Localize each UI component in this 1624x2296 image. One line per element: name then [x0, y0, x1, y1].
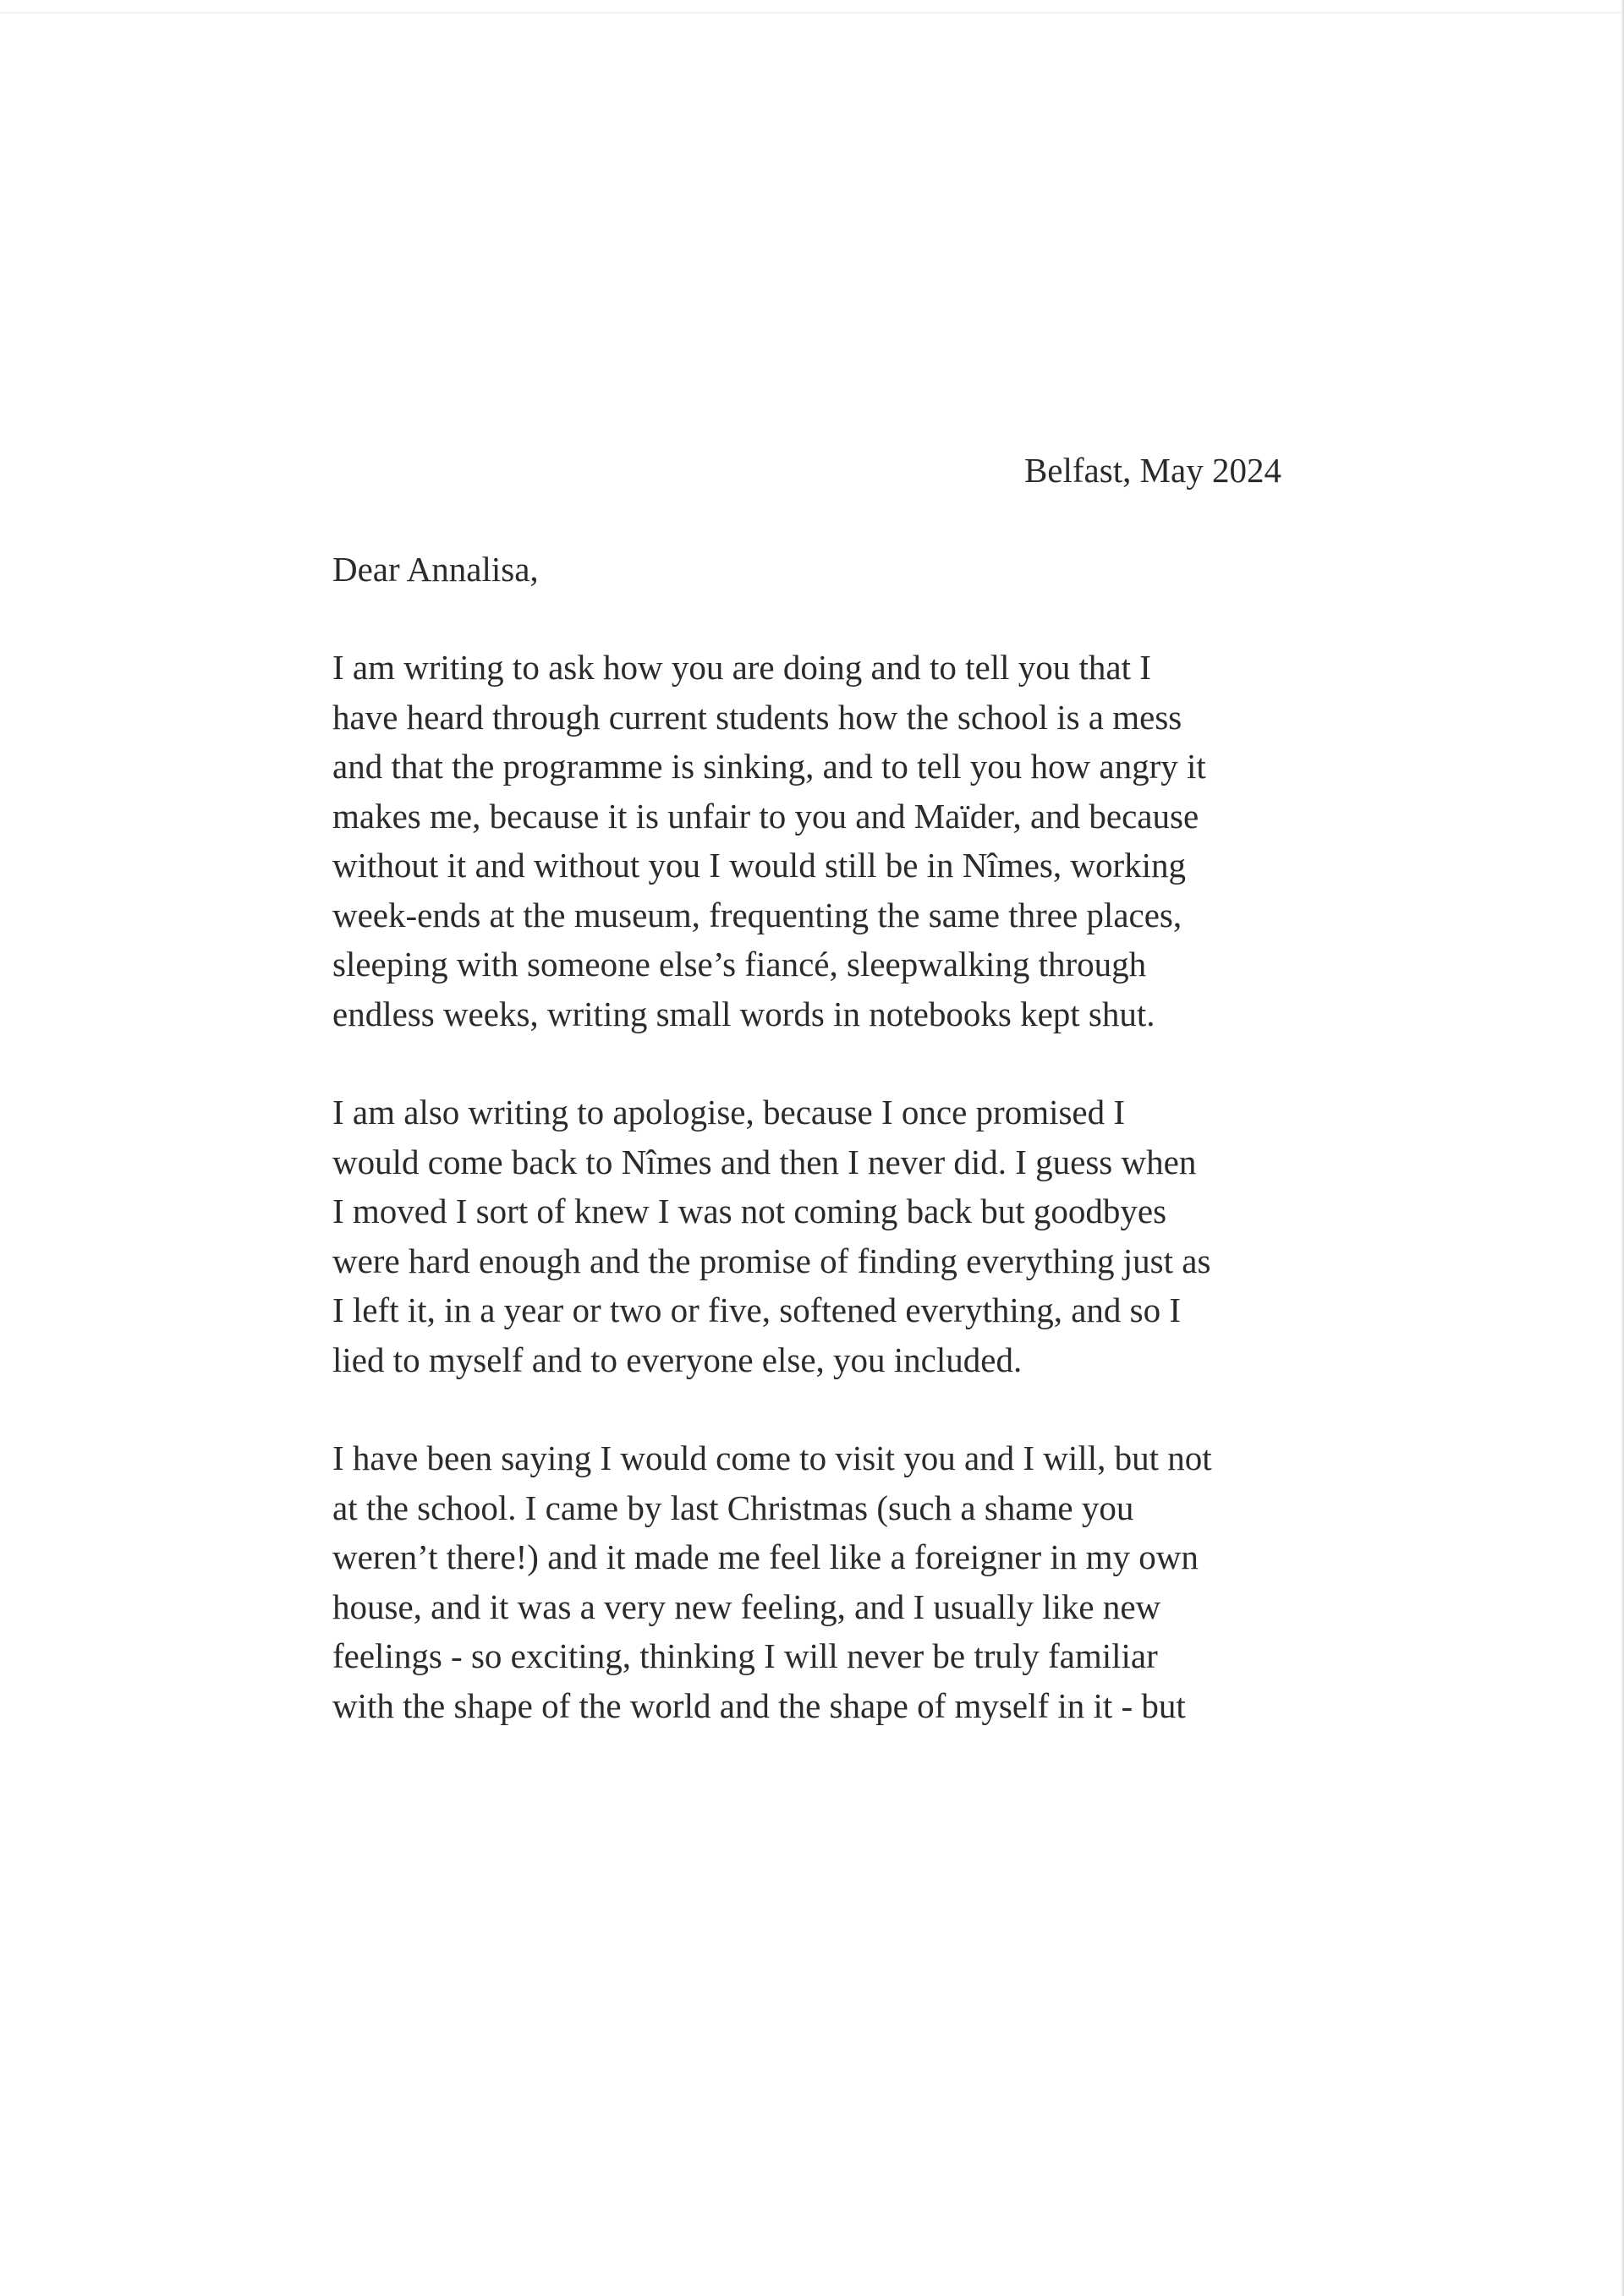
paragraph-line: have heard through current students how the school is a mess [332, 697, 1182, 737]
salutation: Dear Annalisa, [332, 549, 539, 589]
paragraph-line: were hard enough and the promise of finding everything just as [332, 1241, 1211, 1280]
paragraph-line: at the school. I came by last Christmas (such a shame you [332, 1488, 1134, 1527]
paragraph-line: with the shape of the world and the shape of myself in it - but [332, 1685, 1186, 1725]
paragraph-line: makes me, because it is unfair to you and Maïder, and because [332, 796, 1199, 836]
paragraph-line: I am writing to ask how you are doing and to tell you that I [332, 648, 1151, 687]
paragraph-line: feelings - so exciting, thinking I will never be truly familiar [332, 1636, 1158, 1675]
paragraph-line: weren’t there!) and it made me feel like a foreigner in my own [332, 1537, 1199, 1576]
paragraph-line: house, and it was a very new feeling, and I usually like new [332, 1586, 1161, 1626]
date-line: Belfast, May 2024 [1023, 451, 1281, 490]
letter-body [332, 446, 1288, 1779]
paragraph-line: I left it, in a year or two or five, softened everything, and so I [332, 1290, 1182, 1329]
paragraph-line: I moved I sort of knew I was not coming back but goodbyes [332, 1192, 1167, 1230]
paragraph-line: and that the programme is sinking, and to tell you how angry it [332, 747, 1206, 786]
paragraph-line: I have been saying I would come to visit you and I will, but not [332, 1438, 1212, 1477]
scan-right-edge [1621, 0, 1624, 2296]
paragraph-line: without it and without you I would still be in Nîmes, working [332, 846, 1187, 885]
paragraph-line: endless weeks, writing small words in notebooks kept shut. [332, 994, 1155, 1033]
scan-top-shadow [0, 12, 1624, 14]
paragraph-2 [332, 1088, 1288, 1384]
paragraph-line: I am also writing to apologise, because I once promised I [332, 1093, 1126, 1132]
paragraph-line: lied to myself and to everyone else, you included. [332, 1340, 1023, 1379]
paragraph-line: week-ends at the museum, frequenting the same three places, [332, 895, 1182, 934]
paragraph-3 [332, 1433, 1288, 1730]
paragraph-line: would come back to Nîmes and then I never did. I guess when [332, 1142, 1197, 1181]
paragraph-line: sleeping with someone else’s fiancé, sleepwalking through [332, 945, 1147, 984]
paragraph-1 [332, 643, 1288, 1038]
